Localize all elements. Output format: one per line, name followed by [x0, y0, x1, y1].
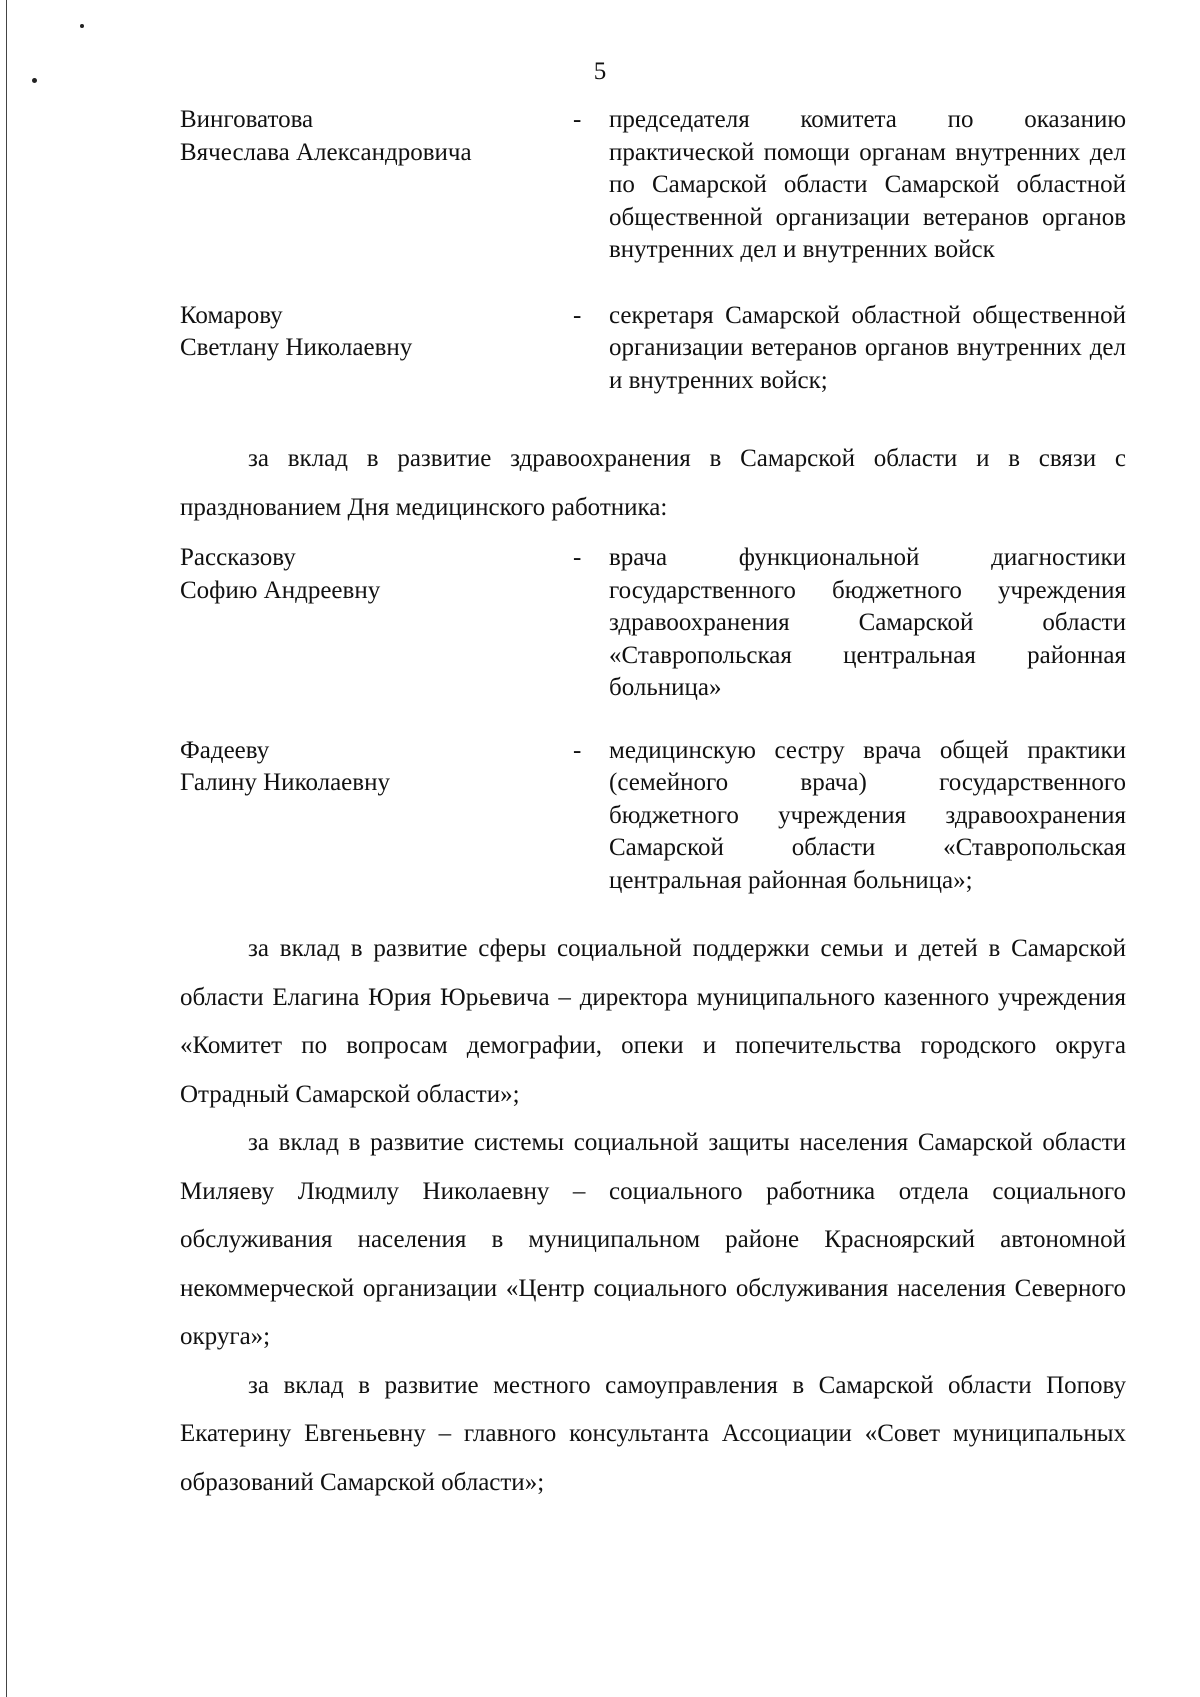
person-given-names: Галину Николаевну: [180, 769, 390, 796]
person-position: медицинскую сестру врача общей практики (семейного врача) государственного бюджетного учреждения здравоохранения Самарской области «Ставропольская центральная районная больница»;: [609, 736, 1126, 894]
person-name: [180, 300, 573, 398]
award-entry: [180, 104, 1126, 267]
person-given-names: Софию Андреевну: [180, 576, 381, 604]
award-paragraph: за вклад в развитие сферы социальной поддержки семьи и детей в Самарской области Елагина Юрия Юрьевича – директора муниципального казенного учреждения «Комитет по вопросам демографии, опеки и попечительства городского округа Отрадный Самарской области»;: [180, 935, 1126, 1108]
person-name: [180, 104, 573, 267]
person-position: председателя комитета по оказанию практической помощи органам внутренних дел по Самарской области Самарской областной общественной организации ветеранов органов внутренних дел и внутренних войск: [609, 106, 1126, 263]
award-entry: [180, 542, 1126, 705]
person-surname: Фадееву: [180, 736, 270, 764]
person-name: [180, 542, 573, 705]
award-entry: [180, 735, 1126, 898]
award-paragraph: за вклад в развитие системы социальной защиты населения Самарской области Миляеву Людмилу Николаевну – социального работника отдела социального обслуживания населения в муниципальном районе Красноярский автономной некоммерческой организации «Центр социального обслуживания населения Северного округа»;: [180, 1129, 1126, 1350]
person-position: секретаря Самарской областной общественной организации ветеранов органов внутренних дел и внутренних войск;: [609, 301, 1126, 394]
person-surname: Винговатова: [180, 106, 314, 133]
person-position: врача функциональной диагностики государственного бюджетного учреждения здравоохранения Самарской области «Ставропольская центральная районная больница»: [609, 544, 1126, 701]
page-number: 5: [593, 58, 607, 85]
award-entry: [180, 300, 1126, 398]
person-surname: Комарову: [180, 301, 283, 329]
entry-dash: -: [573, 106, 582, 133]
person-given-names: Вячеслава Александровича: [180, 138, 472, 166]
award-paragraph: за вклад в развитие здравоохранения в Самарской области и в связи с празднованием Дня медицинского работника:: [180, 445, 1126, 521]
scan-edge-line: [6, 0, 7, 1697]
person-surname: Рассказову: [180, 544, 296, 571]
award-paragraph: за вклад в развитие местного самоуправления в Самарской области Попову Екатерину Евгеньевну – главного консультанта Ассоциации «Совет муниципальных образований Самарской области»;: [180, 1371, 1126, 1496]
document-body: [180, 104, 1126, 1507]
person-given-names: Светлану Николаевну: [180, 334, 413, 361]
entry-dash: -: [573, 736, 582, 764]
entry-dash: -: [573, 301, 582, 329]
person-name: [180, 735, 573, 898]
entry-dash: -: [573, 544, 582, 571]
scan-speck: [80, 24, 84, 28]
